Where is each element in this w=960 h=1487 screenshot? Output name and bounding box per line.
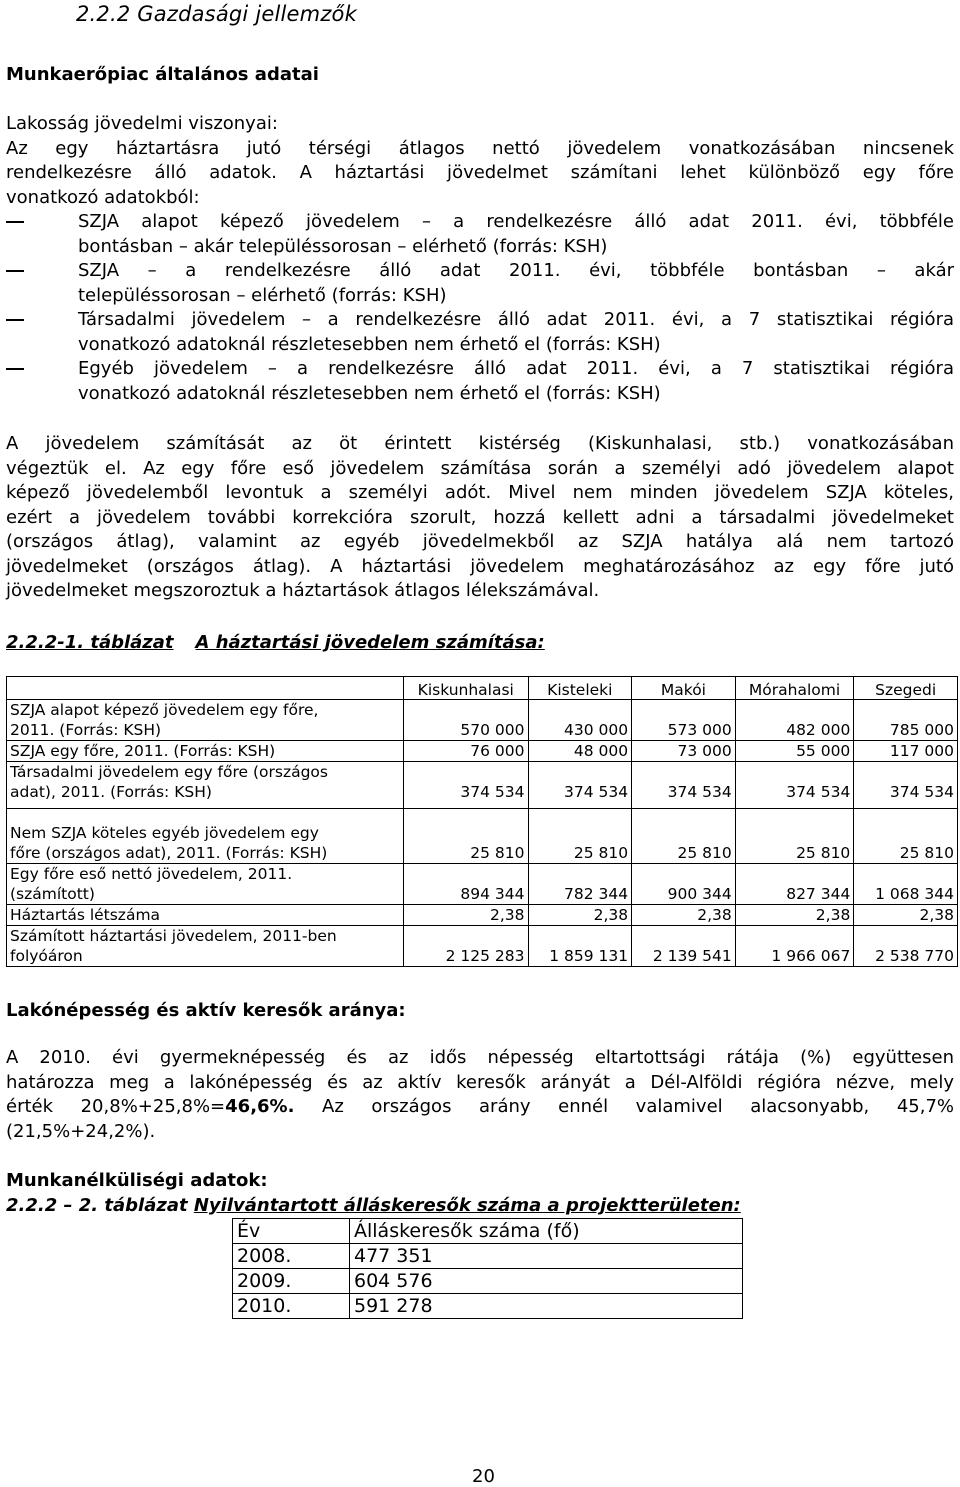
table-row	[7, 864, 958, 905]
table-cell: 117 000	[854, 741, 958, 762]
row-label: Egy főre eső nettó jövedelem, 2011. (számított)	[7, 864, 404, 905]
table2-caption-title: Nyilvántartott álláskeresők száma a projektterületen:	[193, 1195, 741, 1216]
subheading-labor-market: Munkaerőpiac általános adatai	[6, 64, 319, 85]
table-cell: 430 000	[528, 700, 632, 741]
table-cell: 2,38	[632, 905, 736, 926]
population-paragraph	[6, 1046, 954, 1144]
table1-caption-number: 2.2.2-1. táblázat	[6, 632, 174, 653]
table2-caption	[6, 1195, 741, 1216]
paragraph-line: képező jövedelemből levontuk a személyi adót. Mivel nem minden jövedelem SZJA köteles,	[6, 482, 954, 503]
list-item-line: Társadalmi jövedelem – a rendelkezésre álló adat 2011. évi, a 7 statisztikai régióra	[78, 309, 954, 330]
highlighted-ratio: 46,6%.	[225, 1096, 295, 1117]
list-item-line: településsorosan – elérhető (forrás: KSH)	[78, 284, 447, 306]
table-cell: 2010.	[233, 1294, 350, 1319]
row-label: Társadalmi jövedelem egy főre (országos adat), 2011. (Forrás: KSH)	[7, 762, 404, 809]
paragraph-line: A jövedelem számítását az öt érintett kistérség (Kiskunhalasi, stb.) vonatkozásában	[6, 433, 954, 454]
table-cell: 2,38	[735, 905, 854, 926]
list-item	[6, 210, 954, 259]
table-cell: 374 534	[854, 762, 958, 809]
table-cell: 2,38	[404, 905, 529, 926]
income-source-list	[6, 210, 954, 406]
table-cell: 374 534	[735, 762, 854, 809]
row-label: SZJA alapot képező jövedelem egy főre, 2011. (Forrás: KSH)	[7, 700, 404, 741]
table-cell: 2,38	[528, 905, 632, 926]
table-header-row	[233, 1219, 743, 1244]
table-row	[7, 762, 958, 809]
table-cell: 2,38	[854, 905, 958, 926]
intro-line: Az egy háztartásra jutó térségi átlagos nettó jövedelem vonatkozásában nincsenek	[6, 137, 954, 159]
table-cell: 477 351	[350, 1244, 743, 1269]
dash-bullet	[6, 221, 24, 223]
list-item-line: Egyéb jövedelem – a rendelkezésre álló adat 2011. évi, a 7 statisztikai régióra	[78, 358, 954, 379]
table-row	[233, 1294, 743, 1319]
table-cell: 1 068 344	[854, 864, 958, 905]
dash-bullet	[6, 319, 24, 321]
household-income-table	[6, 676, 958, 967]
dash-bullet	[6, 368, 24, 370]
intro-paragraph	[6, 112, 954, 210]
paragraph-line: (országos átlag), valamint az egyéb jövedelmekből az SZJA hatálya alá nem tartozó	[6, 531, 954, 552]
table-cell: 374 534	[632, 762, 736, 809]
table-cell: 76 000	[404, 741, 529, 762]
section-heading: 2.2.2 Gazdasági jellemzők	[76, 2, 357, 26]
intro-line: rendelkezésre álló adatok. A háztartási jövedelmet számítani lehet különböző egy főre	[6, 162, 954, 183]
table-cell: 55 000	[735, 741, 854, 762]
method-paragraph	[6, 432, 954, 604]
subheading-unemployment: Munkanélküliségi adatok:	[6, 1170, 268, 1191]
table-cell: 25 810	[528, 809, 632, 864]
table-cell: 25 810	[735, 809, 854, 864]
table-row	[233, 1244, 743, 1269]
table-cell: 782 344	[528, 864, 632, 905]
table-cell: 2008.	[233, 1244, 350, 1269]
table-cell: 894 344	[404, 864, 529, 905]
table-row	[7, 926, 958, 967]
table2-caption-number: 2.2.2 – 2. táblázat	[6, 1195, 194, 1216]
table-cell: 48 000	[528, 741, 632, 762]
table-header-empty	[7, 677, 404, 700]
table1-caption	[6, 632, 545, 653]
table-row	[7, 905, 958, 926]
paragraph-line: jövedelmeket megszoroztuk a háztartások átlagos lélekszámával.	[6, 580, 600, 601]
table-cell: 2009.	[233, 1269, 350, 1294]
table-cell: 604 576	[350, 1269, 743, 1294]
column-header: Kiskunhalasi	[404, 677, 529, 700]
paragraph-line: jövedelmeket (országos átlag). A háztartási jövedelem meghatározásához az egy főre jutó	[6, 555, 954, 577]
row-label: Háztartás létszáma	[7, 905, 404, 926]
paragraph-line: (21,5%+24,2%).	[6, 1120, 156, 1142]
table-cell: 785 000	[854, 700, 958, 741]
paragraph-line: határozza meg a lakónépesség és az aktív keresők arányát a Dél-Alföldi régióra nézve, mely	[6, 1071, 954, 1093]
table-cell: 1 859 131	[528, 926, 632, 967]
page-number: 20	[472, 1466, 495, 1487]
list-item-line: SZJA – a rendelkezésre álló adat 2011. évi, többféle bontásban – akár	[78, 260, 954, 281]
column-header: Álláskeresők száma (fő)	[350, 1219, 743, 1244]
table-cell: 827 344	[735, 864, 854, 905]
table-cell: 570 000	[404, 700, 529, 741]
table-cell: 2 538 770	[854, 926, 958, 967]
table-cell: 591 278	[350, 1294, 743, 1319]
row-label: SZJA egy főre, 2011. (Forrás: KSH)	[7, 741, 404, 762]
table-row	[233, 1269, 743, 1294]
list-item	[6, 308, 954, 357]
table-cell: 900 344	[632, 864, 736, 905]
paragraph-line: végeztük el. Az egy főre eső jövedelem számítása során a személyi adó jövedelem alapot	[6, 457, 954, 479]
table-cell: 482 000	[735, 700, 854, 741]
table-cell: 73 000	[632, 741, 736, 762]
table-cell: 25 810	[854, 809, 958, 864]
table-cell: 374 534	[404, 762, 529, 809]
column-header: Kisteleki	[528, 677, 632, 700]
column-header: Mórahalomi	[735, 677, 854, 700]
table-cell: 374 534	[528, 762, 632, 809]
table-cell: 1 966 067	[735, 926, 854, 967]
column-header: Szegedi	[854, 677, 958, 700]
intro-line: vonatkozó adatokból:	[6, 186, 200, 208]
paragraph-line: érték 20,8%+25,8%=46,6%. Az országos arány ennél valamivel alacsonyabb, 45,7%	[6, 1096, 954, 1117]
table1-caption-title: A háztartási jövedelem számítása:	[195, 632, 545, 653]
paragraph-line: A 2010. évi gyermeknépesség és az idős népesség eltartottsági rátája (%) együttesen	[6, 1047, 954, 1068]
list-item-line: vonatkozó adatoknál részletesebben nem érhető el (forrás: KSH)	[78, 382, 661, 404]
table-header-row	[7, 677, 958, 700]
column-header: Év	[233, 1219, 350, 1244]
table-cell: 573 000	[632, 700, 736, 741]
table-row	[7, 809, 958, 864]
row-label: Nem SZJA köteles egyéb jövedelem egy főre (országos adat), 2011. (Forrás: KSH)	[7, 809, 404, 864]
table-row	[7, 700, 958, 741]
list-item-line: bontásban – akár településsorosan – elérhető (forrás: KSH)	[78, 235, 608, 257]
list-item-line: SZJA alapot képező jövedelem – a rendelkezésre álló adat 2011. évi, többféle	[78, 211, 954, 232]
jobseekers-table	[232, 1218, 743, 1319]
paragraph-line: ezért a jövedelem további korrekcióra szorult, hozzá kellett adni a társadalmi jövedelmeket	[6, 506, 954, 528]
table-cell: 25 810	[632, 809, 736, 864]
table-cell: 2 139 541	[632, 926, 736, 967]
table-row	[7, 741, 958, 762]
list-item	[6, 259, 954, 308]
table-cell: 25 810	[404, 809, 529, 864]
list-item-line: vonatkozó adatoknál részletesebben nem érhető el (forrás: KSH)	[78, 333, 661, 355]
subheading-population: Lakónépesség és aktív keresők aránya:	[6, 1000, 406, 1021]
column-header: Makói	[632, 677, 736, 700]
list-item	[6, 357, 954, 406]
row-label: Számított háztartási jövedelem, 2011-ben folyóáron	[7, 926, 404, 967]
dash-bullet	[6, 270, 24, 272]
intro-line: Lakosság jövedelmi viszonyai:	[6, 113, 278, 134]
table-cell: 2 125 283	[404, 926, 529, 967]
